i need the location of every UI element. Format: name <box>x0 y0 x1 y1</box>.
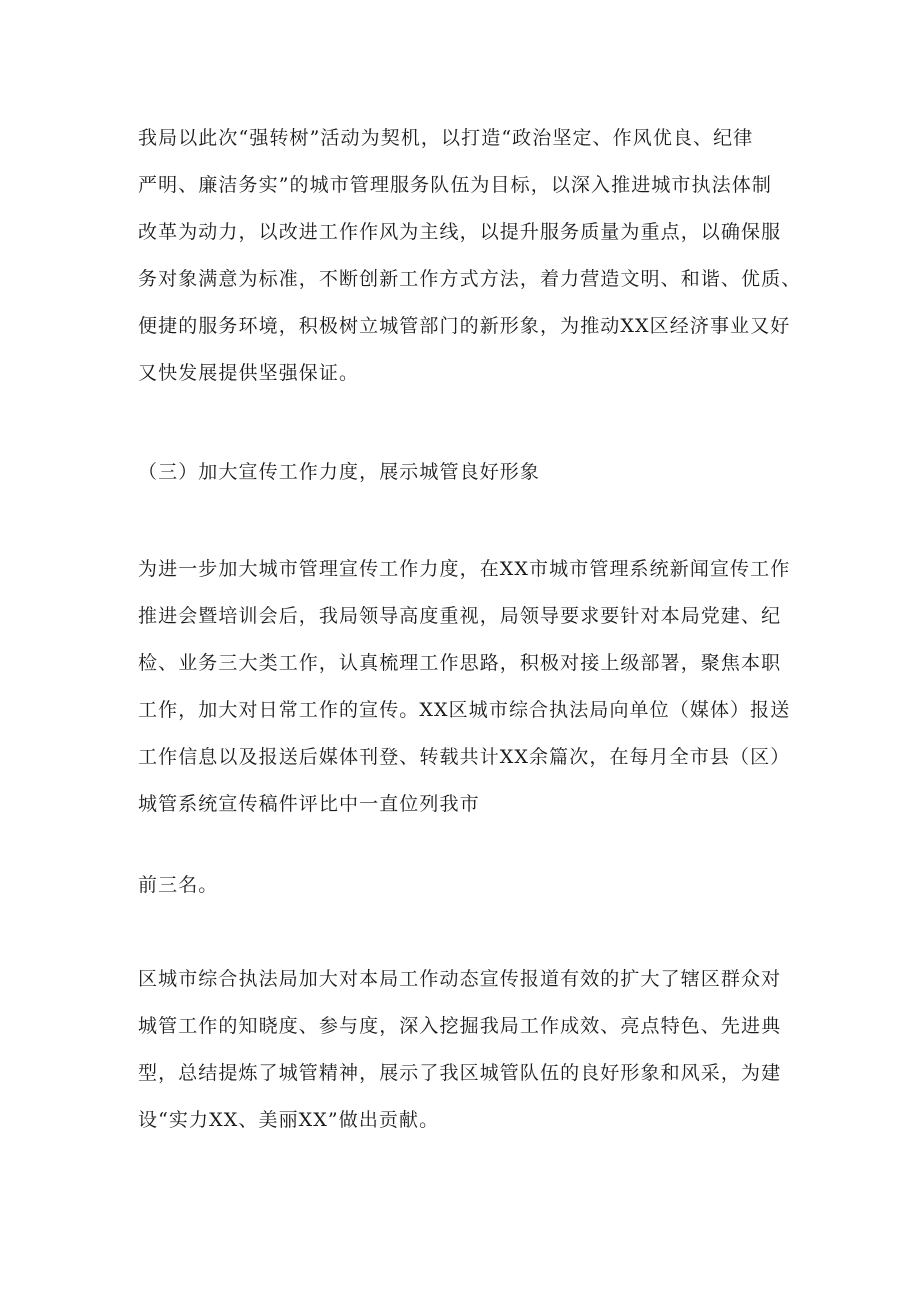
text-line: 务对象满意为标准，不断创新工作方式方法，着力营造文明、和谐、优质、 <box>138 268 802 290</box>
text-line: 推进会暨培训会后，我局领导高度重视，局领导要求要针对本局党建、纪 <box>138 605 782 627</box>
text-line: 型，总结提炼了城管精神，展示了我区城管队伍的良好形象和风采，为建 <box>138 1062 782 1084</box>
text-line: 工作，加大对日常工作的宣传。XX区城市综合执法局向单位（媒体）报送 <box>138 699 791 721</box>
text-line: 工作信息以及报送后媒体刊登、转载共计XX余篇次，在每月全市县（区） <box>138 746 791 768</box>
text-line: 便捷的服务环境，积极树立城管部门的新形象，为推动XX区经济事业又好 <box>138 315 791 337</box>
text-line: 为进一步加大城市管理宣传工作力度，在XX市城市管理系统新闻宣传工作 <box>138 558 791 580</box>
text-line: 我局以此次“强转树”活动为契机，以打造“政治坚定、作风优良、纪律 <box>138 127 754 149</box>
section-heading: （三）加大宣传工作力度，展示城管良好形象 <box>138 461 541 483</box>
text-line: 前三名。 <box>138 874 219 896</box>
text-line: 改革为动力，以改进工作作风为主线，以提升服务质量为重点，以确保服 <box>138 221 782 243</box>
text-line: 区城市综合执法局加大对本局工作动态宣传报道有效的扩大了辖区群众对 <box>138 968 782 990</box>
text-line: 城管系统宣传稿件评比中一直位列我市 <box>138 793 480 815</box>
text-line: 城管工作的知晓度、参与度，深入挖掘我局工作成效、亮点特色、先进典 <box>138 1015 782 1037</box>
text-line: 又快发展提供坚强保证。 <box>138 362 360 384</box>
text-line: 设“实力XX、美丽XX”做出贡献。 <box>138 1109 440 1131</box>
text-line: 严明、廉洁务实”的城市管理服务队伍为目标，以深入推进城市执法体制 <box>138 174 772 196</box>
text-line: 检、业务三大类工作，认真梳理工作思路，积极对接上级部署，聚焦本职 <box>138 652 782 674</box>
